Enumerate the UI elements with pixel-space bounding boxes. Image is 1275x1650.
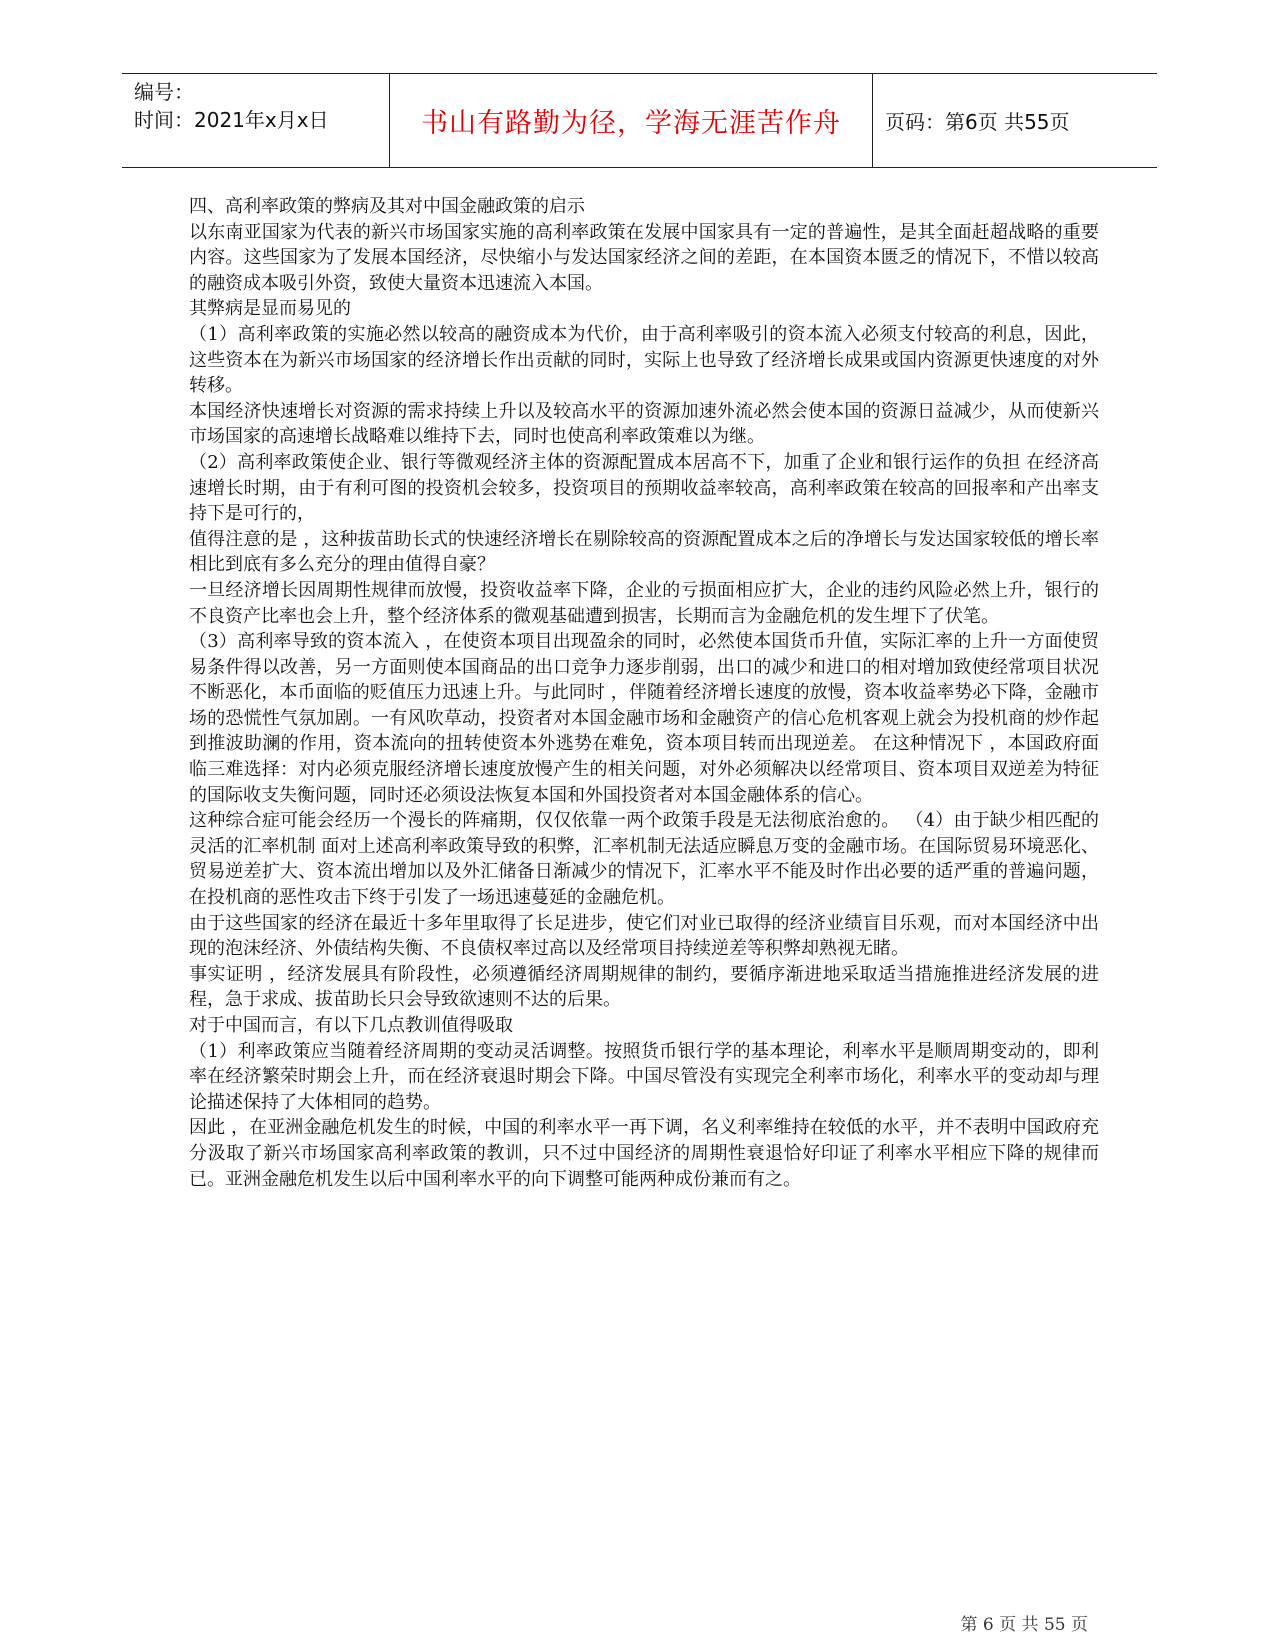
page-footer: 第 6 页 共 55 页	[960, 1615, 1088, 1635]
body-paragraph: 一旦经济增长因周期性规律而放慢，投资收益率下降，企业的亏损面相应扩大，企业的违约风险必然上升，银行的不良资产比率也会上升，整个经济体系的微观基础遭到损害，长期而言为金融危机的发生埋下了伏笔。	[189, 579, 1099, 627]
section-heading: 四、高利率政策的弊病及其对中国金融政策的启示	[189, 196, 585, 217]
body-paragraph: 对于中国而言，有以下几点教训值得吸取	[189, 1015, 513, 1036]
body-paragraph: （3）高利率导致的资本流入 ，在使资本项目出现盈余的同时，必然使本国货币升值，实际汇率的上升一方面使贸易条件得以改善，另一方面则使本国商品的出口竞争力逐步削弱，出口的减少和进口的相对增加致使经常项目状况不断恶化，本币面临的贬值压力迅速上升。与此同时 ，伴随着经济增长速度的放慢，资本收益率势必下降，金融市场的恐慌性气氛加剧。一有风吹草动，投资者对本国金融市场和金融资产的信心危机客观上就会为投机商的炒作起到推波助澜的作用，资本流向的扭转使资本外逃势在难免，资本项目转而出现逆差。 在这种情况下 ，本国政府面临三难选择：对内必须克服经济增长速度放慢产生的相关问题，对外必须解决以经常项目、资本项目双逆差为特征的国际收支失衡问题，同时还必须设法恢复本国和外国投资者对本国金融体系的信心。	[189, 631, 1099, 806]
body-paragraph: （1）高利率政策的实施必然以较高的融资成本为代价，由于高利率吸引的资本流入必须支付较高的利息，因此，这些资本在为新兴市场国家的经济增长作出贡献的同时，实际上也导致了经济增长成果或国内资源更快速度的对外转移。	[189, 323, 1099, 397]
body-paragraph: 其弊病是显而易见的	[189, 298, 351, 320]
body-paragraph: 由于这些国家的经济在最近十多年里取得了长足进步，使它们对业已取得的经济业绩盲目乐观，而对本国经济中出现的泡沫经济、外债结构失衡、不良债权率过高以及经常项目持续逆差等积弊却熟视无睹。	[189, 912, 1099, 960]
document-body	[189, 194, 1099, 1192]
body-paragraph: 这种综合症可能会经历一个漫长的阵痛期，仅仅依靠一两个政策手段是无法彻底治愈的。 （4）由于缺少相匹配的灵活的汇率机制 面对上述高利率政策导致的积弊，汇率机制无法适应瞬息万变的金融市场。在国际贸易环境恶化、贸易逆差扩大、资本流出增加以及外汇储备日渐减少的情况下，汇率水平不能及时作出必要的适严重的普遍问题，在投机商的恶性攻击下终于引发了一场迅速蔓延的金融危机。	[189, 810, 1099, 909]
header-info-cell	[122, 74, 390, 167]
document-header	[122, 73, 1157, 168]
header-motto: 书山有路勤为径，学海无涯苦作舟	[390, 74, 873, 167]
header-page-label: 页码：第6页 共55页	[885, 110, 1070, 134]
body-paragraph: 因此 ，在亚洲金融危机发生的时候，中国的利率水平一再下调，名义利率维持在较低的水平，并不表明中国政府充分汲取了新兴市场国家高利率政策的教训，只不过中国经济的周期性衰退恰好印证了利率水平相应下降的规律而已。亚洲金融危机发生以后中国利率水平的向下调整可能两种成份兼而有之。	[189, 1117, 1099, 1190]
body-paragraph: （2）高利率政策使企业、银行等微观经济主体的资源配置成本居高不下，加重了企业和银行运作的负担 在经济高速增长时期，由于有利可图的投资机会较多，投资项目的预期收益率较高，高利率政策在较高的回报率和产出率支持下是可行的，	[189, 451, 1099, 525]
body-paragraph: （1）利率政策应当随着经济周期的变动灵活调整。按照货币银行学的基本理论，利率水平是顺周期变动的，即利率在经济繁荣时期会上升，而在经济衰退时期会下降。中国尽管没有实现完全利率市场化，利率水平的变动却与理论描述保持了大体相同的趋势。	[189, 1040, 1099, 1113]
body-paragraph: 以东南亚国家为代表的新兴市场国家实施的高利率政策在发展中国家具有一定的普遍性，是其全面赶超战略的重要内容。这些国家为了发展本国经济，尽快缩小与发达国家经济之间的差距，在本国资本匮乏的情况下，不惜以较高的融资成本吸引外资，致使大量资本迅速流入本国。	[189, 221, 1099, 294]
body-paragraph: 本国经济快速增长对资源的需求持续上升以及较高水平的资源加速外流必然会使本国的资源日益减少，从而使新兴市场国家的高速增长战略难以维持下去，同时也使高利率政策难以为继。	[189, 400, 1099, 448]
body-paragraph: 值得注意的是 ，这种拔苗助长式的快速经济增长在剔除较高的资源配置成本之后的净增长与发达国家较低的增长率相比到底有多么充分的理由值得自豪？	[189, 528, 1099, 576]
document-time-label: 时间：2021年x月x日	[134, 108, 329, 132]
body-paragraph: 事实证明 ，经济发展具有阶段性，必须遵循经济周期规律的制约，要循序渐进地采取适当措施推进经济发展的进程，急于求成、拔苗助长只会导致欲速则不达的后果。	[189, 963, 1099, 1011]
document-number-label: 编号：	[134, 80, 194, 104]
